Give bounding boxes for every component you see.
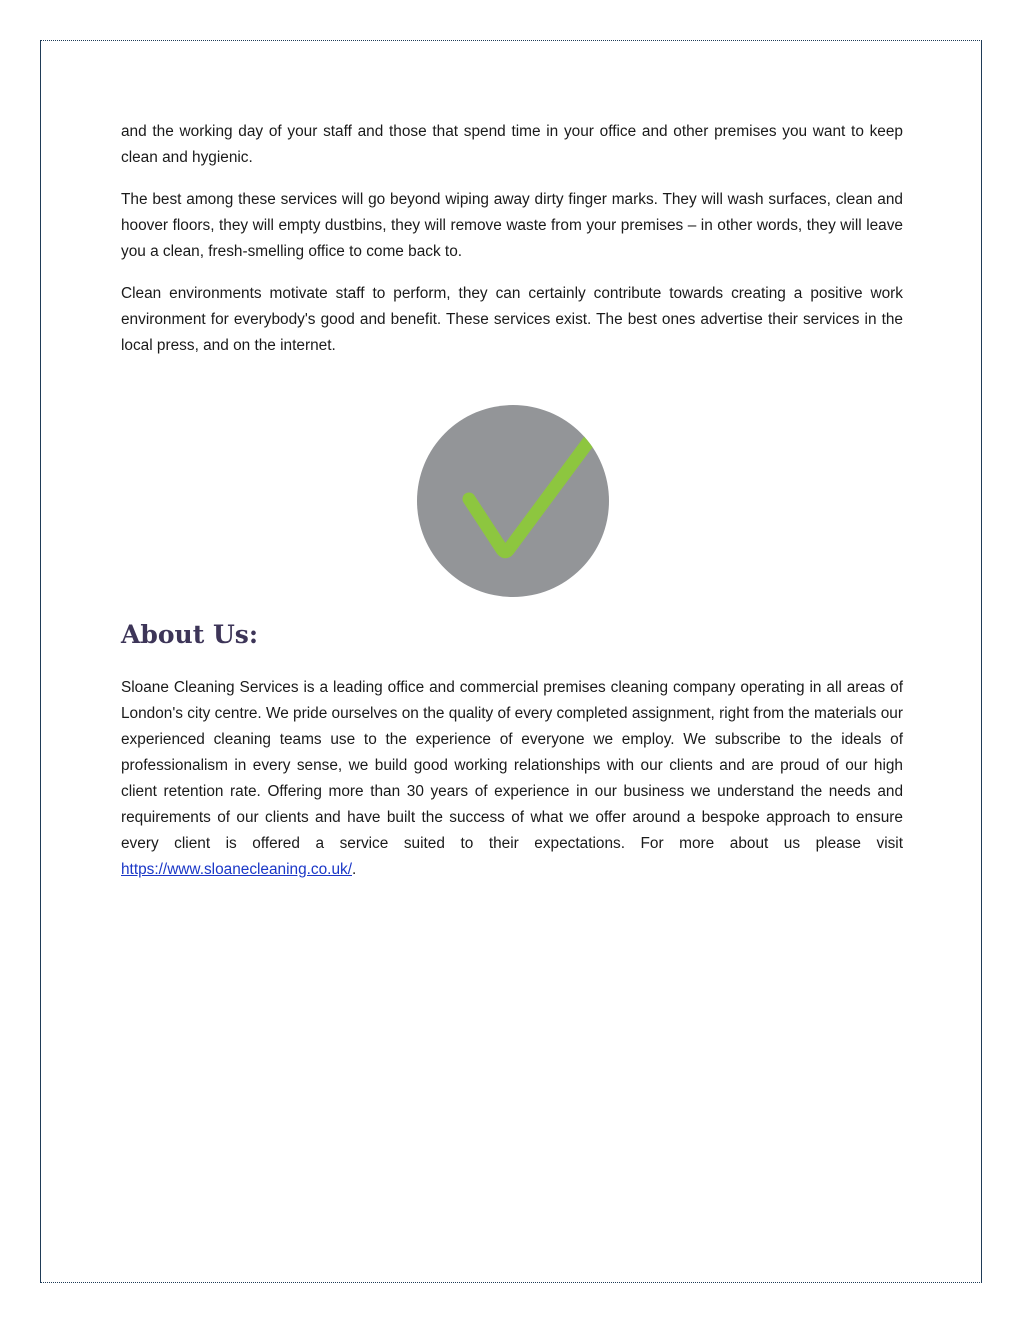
paragraph-clean-environments: Clean environments motivate staff to perform, they can certainly contribute towards creating a positive work environment for everybody's good and benefit. These services exist. The best ones advertise their services in the local press, and on the internet.: [121, 285, 903, 354]
paragraph-intro-continued: and the working day of your staff and those that spend time in your office and other premises you want to keep clean and hygienic.: [121, 123, 903, 166]
about-us-body: Sloane Cleaning Services is a leading office and commercial premises cleaning company operating in all areas of London's city centre. We pride ourselves on the quality of every completed assignment, right from the materials our experienced cleaning teams use to the experience of everyone we employ. We subscribe to the ideals of professionalism in every sense, we build good working relationships with our clients and are proud of our high client retention rate. Offering more than 30 years of experience in our business we understand the needs and requirements of our clients and have built the success of what we offer around a bespoke approach to ensure every client is offered a service suited to their expectations. For more about us please visit: [121, 679, 903, 852]
grey-circle: [417, 405, 609, 597]
checkmark-circle-icon: [417, 405, 609, 597]
about-us-heading: About Us:: [121, 620, 259, 649]
checkmark-figure: [121, 405, 903, 597]
about-us-paragraph: [121, 675, 903, 883]
paragraph-services: The best among these services will go beyond wiping away dirty finger marks. They will wash surfaces, clean and hoover floors, they will empty dustbins, they will remove waste from your premises – in other words, they will leave you a clean, fresh-smelling office to come back to.: [121, 191, 903, 260]
website-link[interactable]: https://www.sloanecleaning.co.uk/: [121, 861, 352, 878]
about-us-trailing: .: [352, 861, 357, 878]
document-content: [121, 119, 903, 899]
